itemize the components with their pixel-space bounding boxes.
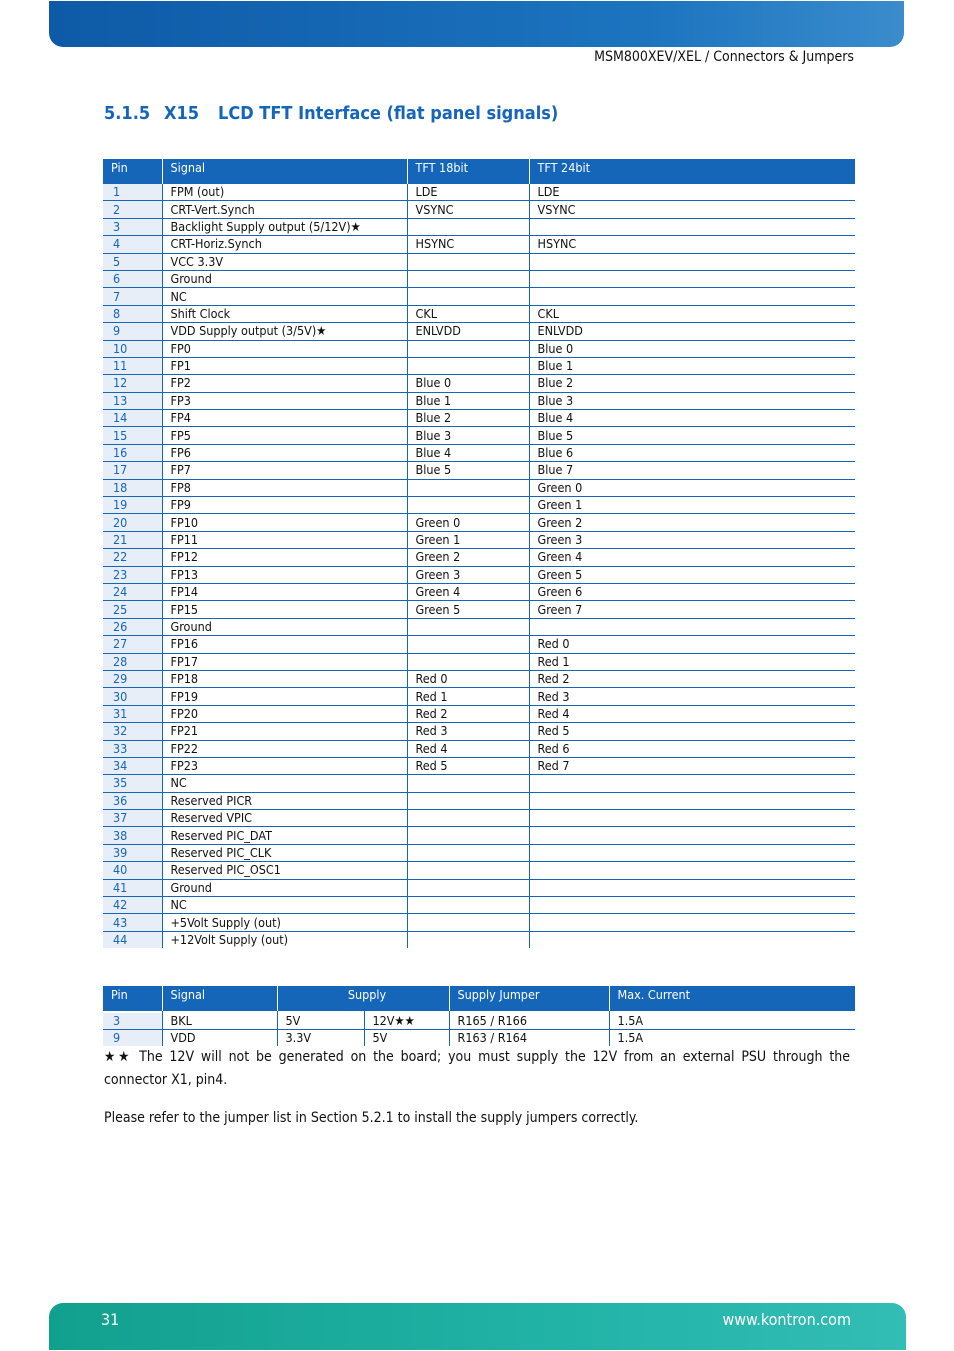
- pin-cell: 11: [103, 357, 162, 374]
- table-row: [103, 479, 855, 496]
- table-row: [103, 879, 855, 896]
- pin-table: [103, 159, 855, 948]
- table-row: [103, 514, 855, 531]
- table-row: [103, 862, 855, 879]
- header-tft24: TFT 24bit: [529, 159, 855, 184]
- signal-cell: Reserved PIC_CLK: [162, 844, 407, 861]
- tft18-cell: Red 4: [407, 740, 529, 757]
- signal-cell: VCC 3.3V: [162, 253, 407, 270]
- tft18-cell: Blue 2: [407, 410, 529, 427]
- signal-cell: Ground: [162, 270, 407, 287]
- signal-cell: FP16: [162, 636, 407, 653]
- signal-cell: CRT-Horiz.Synch: [162, 236, 407, 253]
- signal-cell: FP3: [162, 392, 407, 409]
- signal-cell: FP22: [162, 740, 407, 757]
- tft24-cell: Green 5: [529, 566, 855, 583]
- table-row: [103, 931, 855, 948]
- pin-cell: 9: [103, 1030, 162, 1047]
- pin-cell: 32: [103, 723, 162, 740]
- pin-cell: 18: [103, 479, 162, 496]
- tft18-cell: [407, 618, 529, 635]
- table-row: [103, 653, 855, 670]
- table-row: [103, 723, 855, 740]
- tft18-cell: [407, 844, 529, 861]
- top-banner: [49, 1, 904, 47]
- table-row: [103, 375, 855, 392]
- signal-cell: FP5: [162, 427, 407, 444]
- tft18-cell: [407, 270, 529, 287]
- table-row: [103, 236, 855, 253]
- current-cell: 1.5A: [617, 1030, 644, 1045]
- table-row: [103, 184, 855, 201]
- table-row: [103, 1030, 855, 1047]
- tft18-cell: [407, 810, 529, 827]
- tft18-cell: [407, 827, 529, 844]
- header-signal: Signal: [162, 986, 277, 1011]
- signal-cell: +12Volt Supply (out): [162, 931, 407, 948]
- pin-cell: 21: [103, 531, 162, 548]
- tft18-cell: Red 2: [407, 705, 529, 722]
- table-row: [103, 740, 855, 757]
- tft24-cell: LDE: [529, 184, 855, 201]
- tft24-cell: CKL: [529, 305, 855, 322]
- table-row: [103, 810, 855, 827]
- signal-cell: FP13: [162, 566, 407, 583]
- tft24-cell: VSYNC: [529, 201, 855, 218]
- tft24-cell: Red 2: [529, 670, 855, 687]
- table-row: [103, 775, 855, 792]
- tft18-cell: Green 0: [407, 514, 529, 531]
- footnote: ★★ The 12V will not be generated on the board; you must supply the 12V from an external PSU through the connector X1, pin4.: [104, 1049, 850, 1088]
- pin-cell: 2: [103, 201, 162, 218]
- pin-cell: 12: [103, 375, 162, 392]
- tft24-cell: ENLVDD: [529, 323, 855, 340]
- tft18-cell: [407, 931, 529, 948]
- pin-cell: 29: [103, 670, 162, 687]
- tft24-cell: [529, 218, 855, 235]
- tft24-cell: Green 6: [529, 583, 855, 600]
- tft18-cell: [407, 792, 529, 809]
- table-row: [103, 444, 855, 461]
- tft24-cell: Blue 0: [529, 340, 855, 357]
- pin-cell: 16: [103, 444, 162, 461]
- signal-cell: FP1: [162, 357, 407, 374]
- signal-cell: NC: [162, 775, 407, 792]
- pin-cell: 31: [103, 705, 162, 722]
- table-row: [103, 253, 855, 270]
- pin-cell: 37: [103, 810, 162, 827]
- table-row: [103, 844, 855, 861]
- tft24-cell: [529, 775, 855, 792]
- signal-cell: FP6: [162, 444, 407, 461]
- table-row: [103, 792, 855, 809]
- tft24-cell: Blue 6: [529, 444, 855, 461]
- signal-cell: Reserved PIC_DAT: [162, 827, 407, 844]
- supply-table: [103, 986, 855, 1046]
- table-row: [103, 601, 855, 618]
- section-connector: X15: [164, 103, 200, 124]
- table-row: [103, 410, 855, 427]
- tft24-cell: Green 7: [529, 601, 855, 618]
- signal-cell: FP20: [162, 705, 407, 722]
- pin-cell: 36: [103, 792, 162, 809]
- signal-cell: Ground: [162, 879, 407, 896]
- pin-cell: 9: [103, 323, 162, 340]
- tft24-cell: Red 6: [529, 740, 855, 757]
- table-row: [103, 636, 855, 653]
- tft18-cell: [407, 218, 529, 235]
- tft18-cell: Blue 3: [407, 427, 529, 444]
- pin-cell: 13: [103, 392, 162, 409]
- tft18-cell: [407, 340, 529, 357]
- signal-cell: FP2: [162, 375, 407, 392]
- pin-cell: 26: [103, 618, 162, 635]
- tft24-cell: Red 4: [529, 705, 855, 722]
- header-signal: Signal: [162, 159, 407, 184]
- signal-cell: +5Volt Supply (out): [162, 914, 407, 931]
- tft18-cell: Blue 5: [407, 462, 529, 479]
- tft18-cell: [407, 914, 529, 931]
- tft18-cell: [407, 497, 529, 514]
- signal-cell: VDD Supply output (3/5V)★: [162, 323, 407, 340]
- signal-cell: CRT-Vert.Synch: [162, 201, 407, 218]
- signal-cell: FP7: [162, 462, 407, 479]
- table-row: [103, 670, 855, 687]
- tft24-cell: HSYNC: [529, 236, 855, 253]
- tft24-cell: [529, 288, 855, 305]
- signal-cell: FP11: [162, 531, 407, 548]
- pin-cell: 3: [103, 1013, 162, 1030]
- pin-cell: 5: [103, 253, 162, 270]
- tft18-cell: Green 3: [407, 566, 529, 583]
- running-header: MSM800XEV/XEL / Connectors & Jumpers: [594, 49, 854, 65]
- table-row: [103, 201, 855, 218]
- tft18-cell: [407, 879, 529, 896]
- tft18-cell: VSYNC: [407, 201, 529, 218]
- signal-cell: Ground: [162, 618, 407, 635]
- table-row: [103, 1013, 855, 1030]
- signal-cell: BKL: [162, 1013, 277, 1030]
- tft24-cell: [529, 270, 855, 287]
- tft18-cell: Green 5: [407, 601, 529, 618]
- table-row: [103, 618, 855, 635]
- header-max-current: Max. Current: [609, 986, 855, 1011]
- header-supply: Supply: [277, 986, 449, 1011]
- signal-cell: FP23: [162, 757, 407, 774]
- pin-cell: 39: [103, 844, 162, 861]
- tft24-cell: Blue 1: [529, 357, 855, 374]
- page-number: 31: [101, 1310, 120, 1329]
- tft18-cell: CKL: [407, 305, 529, 322]
- supply-a-cell: 3.3V: [277, 1030, 364, 1047]
- tft18-cell: [407, 775, 529, 792]
- signal-cell: NC: [162, 897, 407, 914]
- tft24-cell: [529, 862, 855, 879]
- signal-cell: FP0: [162, 340, 407, 357]
- signal-cell: FP19: [162, 688, 407, 705]
- signal-cell: FP21: [162, 723, 407, 740]
- tft18-cell: Red 1: [407, 688, 529, 705]
- pin-cell: 4: [103, 236, 162, 253]
- table-row: [103, 549, 855, 566]
- signal-cell: Backlight Supply output (5/12V)★: [162, 218, 407, 235]
- table-row: [103, 357, 855, 374]
- signal-cell: Shift Clock: [162, 305, 407, 322]
- pin-cell: 14: [103, 410, 162, 427]
- tft18-cell: Blue 0: [407, 375, 529, 392]
- tft24-cell: [529, 810, 855, 827]
- signal-cell: Reserved PICR: [162, 792, 407, 809]
- tft18-cell: Blue 1: [407, 392, 529, 409]
- pin-cell: 10: [103, 340, 162, 357]
- tft24-cell: Blue 2: [529, 375, 855, 392]
- tft24-cell: [529, 897, 855, 914]
- tft18-cell: [407, 288, 529, 305]
- pin-cell: 34: [103, 757, 162, 774]
- table-row: [103, 427, 855, 444]
- tft24-cell: Blue 7: [529, 462, 855, 479]
- supply-table-body: [103, 1011, 855, 1046]
- tft24-cell: [529, 827, 855, 844]
- tft18-cell: [407, 862, 529, 879]
- table-row: [103, 340, 855, 357]
- current-cell: 1.5A: [609, 1013, 855, 1030]
- header-pin: Pin: [103, 986, 162, 1011]
- tft24-cell: Green 1: [529, 497, 855, 514]
- section-heading: LCD TFT Interface (flat panel signals): [218, 103, 559, 124]
- tft24-cell: [529, 253, 855, 270]
- table-row: [103, 705, 855, 722]
- pin-cell: 15: [103, 427, 162, 444]
- tft18-cell: ENLVDD: [407, 323, 529, 340]
- tft24-cell: [529, 914, 855, 931]
- signal-cell: FP4: [162, 410, 407, 427]
- table-row: [103, 270, 855, 287]
- signal-cell: FP8: [162, 479, 407, 496]
- table-row: [103, 218, 855, 235]
- tft18-cell: Red 3: [407, 723, 529, 740]
- tft24-cell: Red 5: [529, 723, 855, 740]
- header-supply-jumper: Supply Jumper: [449, 986, 609, 1011]
- signal-cell: FP15: [162, 601, 407, 618]
- signal-cell: FP10: [162, 514, 407, 531]
- pin-cell: 38: [103, 827, 162, 844]
- signal-cell: FP18: [162, 670, 407, 687]
- table-row: [103, 392, 855, 409]
- pin-cell: 35: [103, 775, 162, 792]
- pin-cell: 30: [103, 688, 162, 705]
- tft24-cell: Blue 5: [529, 427, 855, 444]
- signal-cell: FP17: [162, 653, 407, 670]
- table-row: [103, 462, 855, 479]
- tft24-cell: [529, 792, 855, 809]
- tft24-cell: Red 1: [529, 653, 855, 670]
- pin-cell: 33: [103, 740, 162, 757]
- signal-cell: FP9: [162, 497, 407, 514]
- tft24-cell: Green 0: [529, 479, 855, 496]
- website-link[interactable]: www.kontron.com: [722, 1310, 851, 1329]
- tft24-cell: [529, 931, 855, 948]
- tft18-cell: [407, 357, 529, 374]
- table-row: [103, 827, 855, 844]
- tft18-cell: Red 5: [407, 757, 529, 774]
- pin-cell: 1: [103, 184, 162, 201]
- tft18-cell: [407, 897, 529, 914]
- pin-table-header: [103, 159, 855, 184]
- table-row: [103, 531, 855, 548]
- tft18-cell: Green 2: [407, 549, 529, 566]
- tft18-cell: [407, 479, 529, 496]
- pin-cell: 25: [103, 601, 162, 618]
- tft24-cell: [529, 618, 855, 635]
- pin-cell: 24: [103, 583, 162, 600]
- pin-cell: 42: [103, 897, 162, 914]
- pin-cell: 6: [103, 270, 162, 287]
- pin-cell: 41: [103, 879, 162, 896]
- tft24-cell: [529, 844, 855, 861]
- table-row: [103, 688, 855, 705]
- pin-cell: 20: [103, 514, 162, 531]
- jumper-cell: R163 / R164: [449, 1030, 609, 1047]
- tft18-cell: HSYNC: [407, 236, 529, 253]
- table-row: [103, 497, 855, 514]
- tft18-cell: Blue 4: [407, 444, 529, 461]
- signal-cell: Reserved PIC_OSC1: [162, 862, 407, 879]
- supply-table-header: [103, 986, 855, 1011]
- pin-table-body: [103, 184, 855, 948]
- pin-cell: 7: [103, 288, 162, 305]
- signal-cell: FP14: [162, 583, 407, 600]
- pin-cell: 40: [103, 862, 162, 879]
- pin-cell: 22: [103, 549, 162, 566]
- table-row: [103, 583, 855, 600]
- table-row: [103, 305, 855, 322]
- tft24-cell: Red 0: [529, 636, 855, 653]
- tft24-cell: [529, 879, 855, 896]
- tft18-cell: LDE: [407, 184, 529, 201]
- supply-b-cell: 12V★★: [364, 1013, 449, 1030]
- table-row: [103, 566, 855, 583]
- jumper-reference-text: Please refer to the jumper list in Section 5.2.1 to install the supply jumpers correctly.: [104, 1110, 639, 1126]
- signal-cell: FP12: [162, 549, 407, 566]
- pin-cell: 27: [103, 636, 162, 653]
- tft18-cell: [407, 653, 529, 670]
- header-tft18: TFT 18bit: [407, 159, 529, 184]
- tft24-cell: Green 4: [529, 549, 855, 566]
- jumper-cell: R165 / R166: [449, 1013, 609, 1030]
- tft18-cell: [407, 636, 529, 653]
- tft18-cell: [407, 253, 529, 270]
- table-row: [103, 897, 855, 914]
- pin-cell: 23: [103, 566, 162, 583]
- tft24-cell: Red 7: [529, 757, 855, 774]
- tft18-cell: Green 4: [407, 583, 529, 600]
- pin-cell: 3: [103, 218, 162, 235]
- table-row: [103, 914, 855, 931]
- tft24-cell: Green 2: [529, 514, 855, 531]
- pin-cell: 17: [103, 462, 162, 479]
- signal-cell: VDD: [162, 1030, 277, 1047]
- signal-cell: NC: [162, 288, 407, 305]
- supply-a-cell: 5V: [277, 1013, 364, 1030]
- section-number: 5.1.5: [104, 103, 151, 124]
- pin-cell: 44: [103, 931, 162, 948]
- tft24-cell: Blue 3: [529, 392, 855, 409]
- pin-cell: 28: [103, 653, 162, 670]
- supply-b-cell: 5V: [364, 1030, 449, 1047]
- tft18-cell: Green 1: [407, 531, 529, 548]
- table-row: [103, 757, 855, 774]
- signal-cell: FPM (out): [162, 184, 407, 201]
- tft24-cell: Green 3: [529, 531, 855, 548]
- tft24-cell: Blue 4: [529, 410, 855, 427]
- tft18-cell: Red 0: [407, 670, 529, 687]
- pin-cell: 43: [103, 914, 162, 931]
- table-row: [103, 288, 855, 305]
- pin-cell: 19: [103, 497, 162, 514]
- signal-cell: Reserved VPIC: [162, 810, 407, 827]
- table-row: [103, 323, 855, 340]
- pin-cell: 8: [103, 305, 162, 322]
- header-pin: Pin: [103, 159, 162, 184]
- section-title: [104, 103, 558, 124]
- tft24-cell: Red 3: [529, 688, 855, 705]
